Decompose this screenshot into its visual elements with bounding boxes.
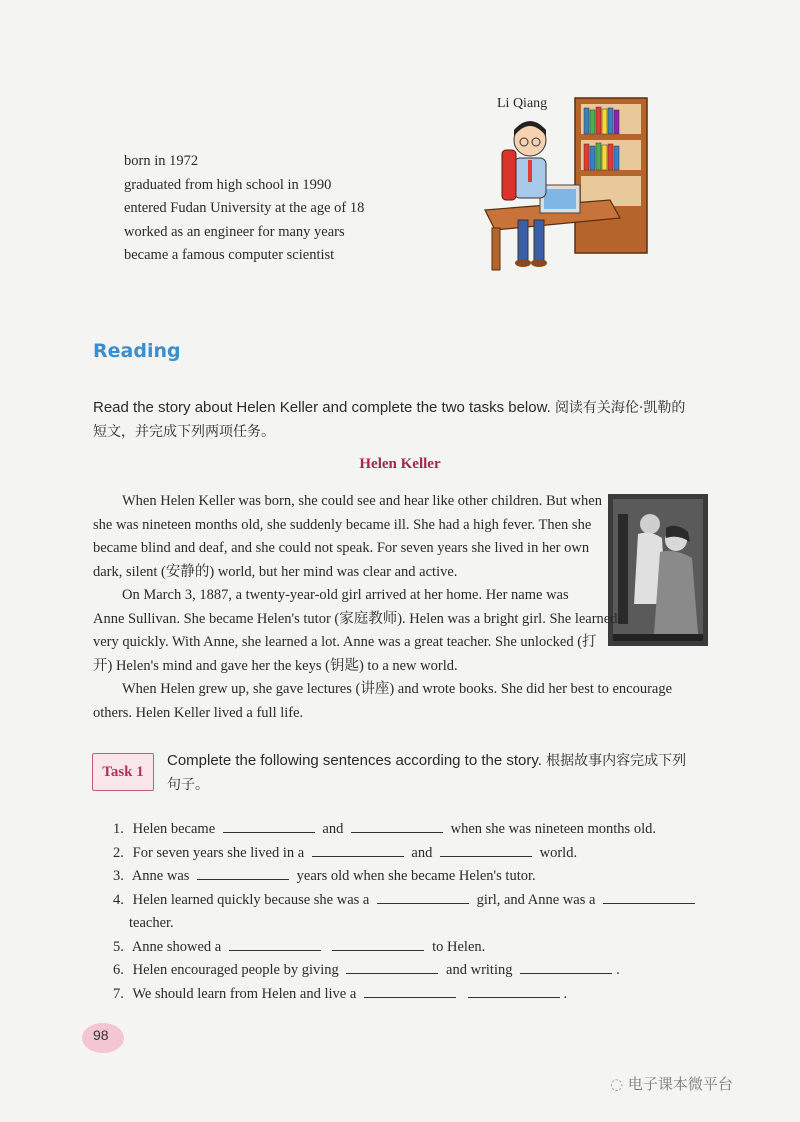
answer-blank[interactable]	[197, 867, 289, 880]
answer-blank[interactable]	[346, 961, 438, 974]
item-text: girl, and Anne was a	[476, 891, 596, 908]
bio-line: became a famous computer scientist	[124, 247, 335, 263]
story-line: very quickly. With Anne, she learned a lot. Anne was a great teacher. She unlocked (打	[93, 634, 597, 650]
task-item	[113, 818, 699, 842]
task-instruction-zh: 根据故事内容完成下列	[546, 753, 687, 769]
item-text: Helen encouraged people by giving	[132, 962, 339, 978]
bio-line: entered Fudan University at the age of 18	[124, 200, 365, 216]
item-text: teacher.	[129, 915, 174, 931]
item-text: Helen learned quickly because she was a	[132, 891, 370, 908]
answer-blank[interactable]	[351, 820, 443, 833]
item-number: 4.	[113, 891, 124, 908]
task-items	[113, 818, 699, 1006]
story-line: When Helen grew up, she gave lectures (讲座) and wrote books. She did her best to encourage	[122, 681, 673, 697]
bio-line: born in 1972	[124, 153, 199, 169]
bio-line: worked as an engineer for many years	[124, 223, 345, 240]
task-badge: Task 1	[92, 753, 154, 791]
bio-line: graduated from high school in 1990	[124, 176, 332, 193]
answer-blank[interactable]	[520, 961, 612, 974]
item-text: We should learn from Helen and live a	[132, 985, 357, 1002]
story-paragraph	[93, 678, 672, 725]
li-qiang-illustration	[480, 90, 660, 275]
story-paragraph	[93, 584, 617, 678]
task-item	[113, 936, 699, 960]
task-instruction	[167, 749, 727, 797]
answer-blank[interactable]	[377, 891, 469, 904]
story-title: Helen Keller	[359, 456, 441, 472]
item-number: 3.	[113, 868, 124, 884]
instruction-zh-cont: 短文，并完成下列两项任务。	[93, 424, 275, 440]
item-text: world.	[539, 844, 578, 861]
task-item-cont	[113, 912, 699, 936]
story-line: 开) Helen's mind and gave her the keys (钥匙) to a new world.	[93, 657, 458, 674]
story-line: On March 3, 1887, a twenty-year-old girl arrived at her home. Her name was	[122, 587, 569, 603]
item-text: to Helen.	[432, 938, 486, 955]
story-line: When Helen Keller was born, she could see and hear like other children. But when	[122, 493, 602, 509]
instruction-zh: 阅读有关海伦·凯勒的	[554, 400, 686, 416]
item-number: 5.	[113, 938, 124, 955]
story-paragraph-cont	[93, 514, 591, 585]
item-text: Anne was	[131, 868, 190, 884]
story-line: dark, silent (安静的) world, but her mind was clear and active.	[93, 563, 458, 580]
page-number: 98	[93, 1027, 109, 1043]
item-text: .	[616, 962, 620, 978]
answer-blank[interactable]	[364, 985, 456, 998]
answer-blank[interactable]	[223, 820, 315, 833]
wechat-icon: ◌	[610, 1075, 624, 1093]
item-text: Anne showed a	[131, 938, 222, 955]
answer-blank[interactable]	[312, 844, 404, 857]
item-text: and writing	[446, 962, 513, 978]
task-item	[113, 842, 699, 866]
watermark	[610, 1073, 733, 1094]
item-number: 6.	[113, 962, 124, 978]
item-text: and	[322, 821, 344, 837]
answer-blank[interactable]	[440, 844, 532, 857]
item-text: and	[411, 844, 433, 861]
item-text: Helen became	[132, 821, 216, 837]
item-number: 1.	[113, 821, 124, 837]
item-text: when she was nineteen months old.	[450, 821, 656, 837]
task-item	[113, 889, 699, 913]
task-item	[113, 983, 699, 1007]
item-text: years old when she became Helen's tutor.	[296, 868, 536, 884]
answer-blank[interactable]	[603, 891, 695, 904]
item-text: .	[563, 985, 568, 1002]
illustration-caption: Li Qiang	[497, 96, 548, 111]
reading-instruction	[93, 396, 723, 444]
task-item	[113, 865, 699, 889]
story-paragraph	[122, 490, 602, 514]
task-item	[113, 959, 699, 983]
task-instruction-zh-cont: 句子。	[167, 777, 209, 793]
answer-blank[interactable]	[332, 938, 424, 951]
story-line: Anne Sullivan. She became Helen's tutor (家庭教师). Helen was a bright girl. She learned	[93, 610, 618, 627]
story-line: others. Helen Keller lived a full life.	[93, 704, 304, 721]
answer-blank[interactable]	[229, 938, 321, 951]
item-number: 7.	[113, 985, 124, 1002]
watermark-text: 电子课本微平台	[627, 1075, 733, 1093]
bio-list	[124, 150, 364, 268]
item-text: For seven years she lived in a	[132, 844, 305, 861]
helen-keller-photo	[608, 494, 708, 646]
instruction-en: Read the story about Helen Keller and complete the two tasks below.	[93, 399, 551, 416]
story-line: she was nineteen months old, she suddenly became ill. She had a high fever. Then she	[93, 516, 592, 533]
item-number: 2.	[113, 844, 124, 861]
answer-blank[interactable]	[468, 985, 560, 998]
story-line: became blind and deaf, and she could not speak. For seven years she lived in her own	[93, 540, 590, 556]
task-instruction-en: Complete the following sentences according to the story.	[167, 752, 542, 769]
section-heading: Reading	[93, 340, 181, 362]
